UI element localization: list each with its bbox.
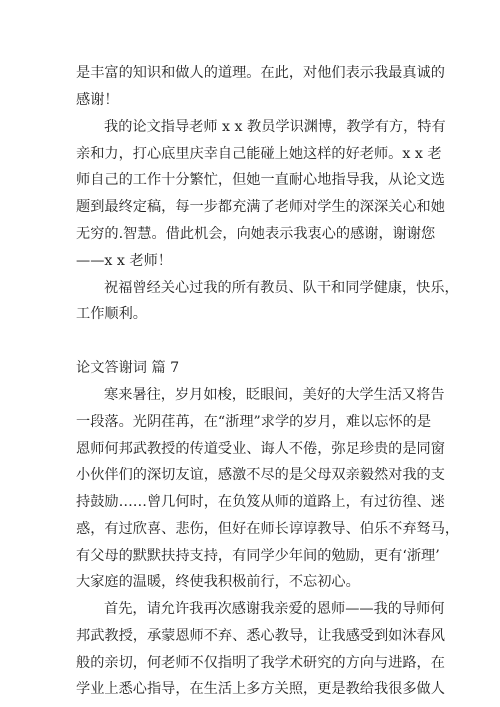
paragraph-line: 小伙伴们的深切友谊，感激不尽的是父母双亲毅然对我的支 bbox=[76, 467, 445, 483]
paragraph-line: 寒来暑往，岁月如梭，眨眼间，美好的大学生活又将告 bbox=[104, 387, 445, 403]
paragraph-line: 大家庭的温暖，终使我积极前行，不忘初心。 bbox=[76, 574, 360, 590]
paragraph-line: 恩师何邦武教授的传道受业、诲人不倦，弥足珍贵的是同窗 bbox=[76, 441, 445, 457]
paragraph-line: 般的亲切，何老师不仅指明了我学术研究的方向与进路，在 bbox=[76, 655, 445, 671]
paragraph-line: 我的论文指导老师 x x 教员学识渊博，教学有方，特有 bbox=[104, 119, 446, 135]
paragraph-line: 师自己的工作十分繁忙，但她一直耐心地指导我，从论文选 bbox=[76, 172, 445, 188]
paragraph-line: 邦武教授，承蒙恩师不弃、悉心教导，让我感受到如沐春风 bbox=[76, 628, 445, 644]
section-title: 论文答谢词 篇 7 bbox=[76, 360, 180, 376]
paragraph-line: 亲和力，打心底里庆幸自己能碰上她这样的好老师。x x 老 bbox=[76, 146, 442, 162]
paragraph-line: 题到最终定稿，每一步都充满了老师对学生的深深关心和她 bbox=[76, 199, 445, 215]
paragraph-line: 首先，请允许我再次感谢我亲爱的恩师——我的导师何 bbox=[104, 601, 445, 617]
paragraph-line: 学业上悉心指导，在生活上多方关照，更是教给我很多做人 bbox=[76, 681, 445, 697]
paragraph-line: 感谢！ bbox=[76, 92, 119, 108]
paragraph-line: ——x x 老师！ bbox=[76, 253, 172, 269]
paragraph-line: 工作顺利。 bbox=[76, 306, 147, 322]
paragraph-line: 持鼓励……曾几何时，在负笈从师的道路上，有过彷徨、迷 bbox=[76, 494, 445, 510]
paragraph-line: 惑，有过欣喜、悲伤，但好在师长谆谆教导、伯乐不弃驽马， bbox=[76, 521, 460, 537]
paragraph-line: 是丰富的知识和做人的道理。在此，对他们表示我最真诚的 bbox=[76, 65, 445, 81]
paragraph-line: 一段落。光阴荏苒，在“浙理”求学的岁月，难以忘怀的是 bbox=[76, 414, 432, 430]
paragraph-line: 无穷的.智慧。借此机会，向她表示我衷心的感谢，谢谢您 bbox=[76, 226, 436, 242]
paragraph-line: 祝福曾经关心过我的所有教员、队干和同学健康，快乐， bbox=[104, 280, 459, 296]
paragraph-line: 有父母的默默扶持支持，有同学少年间的勉励，更有‘浙理’ bbox=[76, 548, 440, 564]
